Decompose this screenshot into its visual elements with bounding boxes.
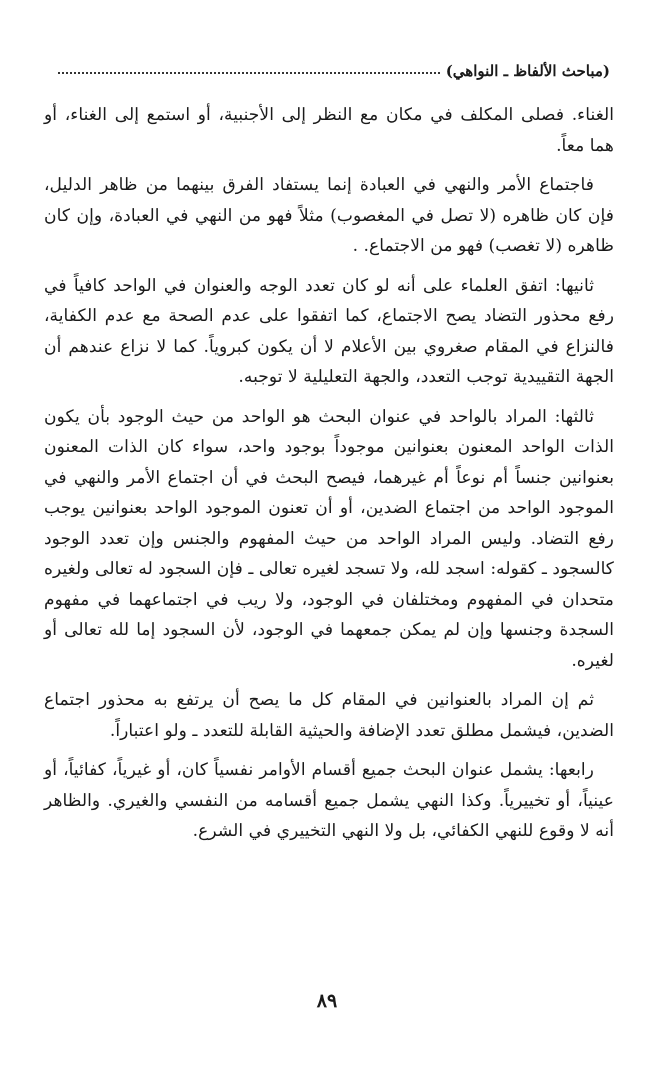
paragraph: ثالثها: المراد بالواحد في عنوان البحث هو الواحد من حيث الوجود بأن يكون الذات الواحد المعنون بعنوانين موجوداً بوجود واحد، سواء كان الذات المعنون بعنوانين جنساً أم نوعاً أم غيرهما، فيصح البحث في أن اجتماع الأمر والنهي في الموجود الواحد من اجتماع الضدين، أو أن تعنون الموجود الواحد بعنوانين يوجب رفع التضاد. وليس المراد الواحد من حيث المفهوم والجنس وإن تعدد الوجود كالسجود ـ كقوله: اسجد لله، ولا تسجد لغيره تعالى ـ فإن السجود له تعالى ولغيره متحدان في المفهوم ومختلفان في الوجود، ولا ريب في اجتماعهما في مفهوم السجدة وجنسها وإن لم يمكن جمعهما في الوجود، لأن السجود إما لله تعالى أو لغيره.: [44, 406, 614, 671]
paragraph: ثانيها: اتفق العلماء على أنه لو كان تعدد الوجه والعنوان في الواحد كافياً في رفع محذور التضاد يصح الاجتماع، كما اتفقوا على عدم الصحة مع عدم الكفاية، فالنزاع في المقام صغروي بين الأعلام لا أن يكون كبروياً. كما لا نزاع عندهم أن الجهة التقييدية توجب التعدد، والجهة التعليلية لا توجبه.: [44, 275, 614, 387]
page-number: ٨٩: [316, 990, 338, 1012]
running-title: (مباحث الألفاظ ـ النواهي): [445, 62, 610, 80]
running-header: [58, 56, 610, 80]
body-text: [44, 100, 614, 856]
paragraph: رابعها: يشمل عنوان البحث جميع أقسام الأوامر نفسياً كان، أو غيرياً، كفائياً، أو عينياً، أو تخييرياً. وكذا النهي يشمل جميع أقسامه من النفسي والغيري. والظاهر أنه لا وقوع للنهي الكفائي، بل ولا النهي التخييري في الشرع.: [44, 760, 614, 841]
paragraph: ثم إن المراد بالعنوانين في المقام كل ما يصح أن يرتفع به محذور اجتماع الضدين، فيشمل مطلق تعدد الإضافة والحيثية القابلة للتعدد ـ ولو اعتباراً.: [44, 690, 614, 741]
paragraph: الغناء. فصلى المكلف في مكان مع النظر إلى الأجنبية، أو استمع إلى الغناء، أو هما معاً.: [44, 105, 614, 156]
header-dotted-rule: [58, 71, 440, 74]
paragraph: فاجتماع الأمر والنهي في العبادة إنما يستفاد الفرق بينهما من ظاهر الدليل، فإن كان ظاهره (لا تصل في المغصوب) مثلاً فهو من النهي في العبادة، وإن كان ظاهره (لا تغصب) فهو من الاجتماع. .: [44, 175, 614, 256]
